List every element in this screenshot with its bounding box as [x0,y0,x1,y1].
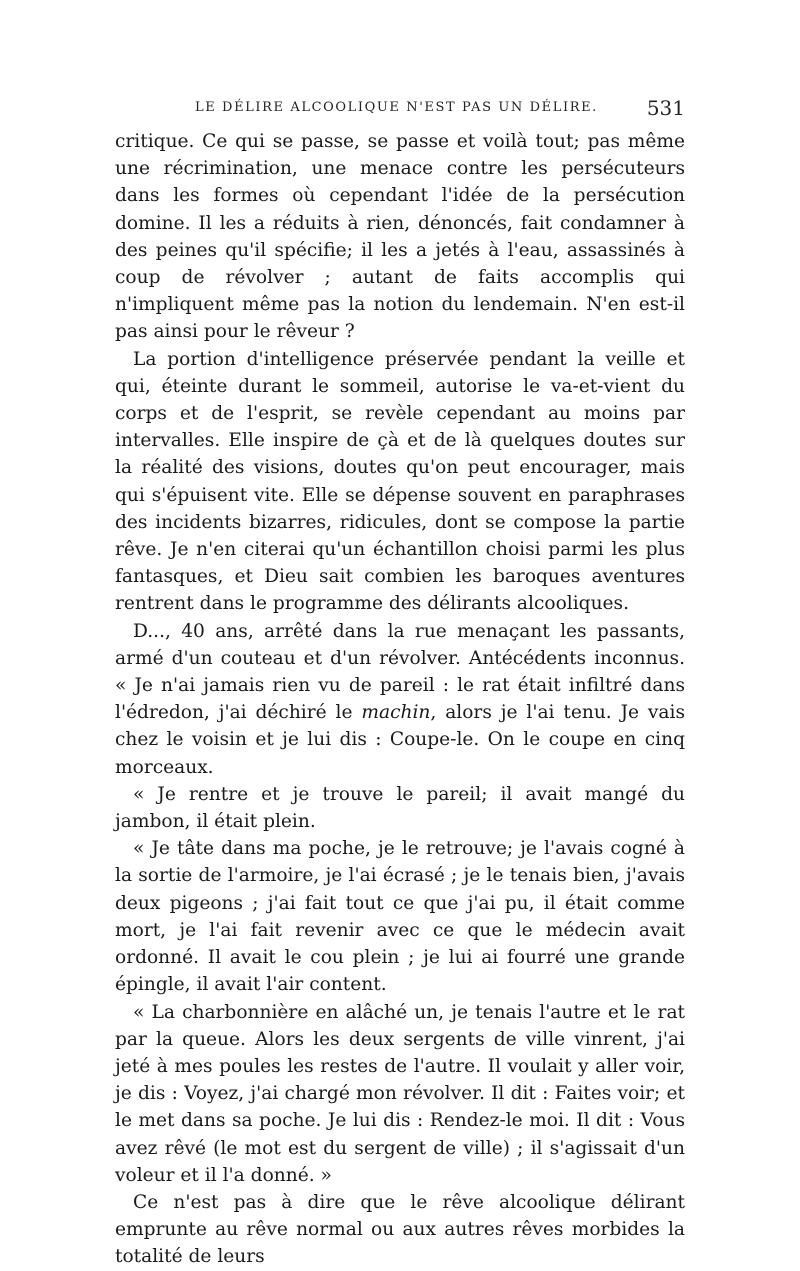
paragraph-text: « Je tâte dans ma poche, je le retrouve; je l'avais cogné à la sortie de l'armoire, je l'ai écrasé ; je le tenais bien, j'avais deux pigeons ; j'ai fait tout ce que j'ai pu, il était comme mort, je l'ai fait revenir avec ce que le médecin avait ordonné. Il avait le cou plein ; je lui ai fourré une grande épingle, il avait l'air content. [115,838,685,996]
paragraph-text: , alors je l'ai tenu. Je vais chez le voisin et je lui dis : Coupe-le. On le coupe en cinq morceaux. [115,702,685,778]
paragraph-text: La portion d'intelligence préservée pendant la veille et qui, éteinte durant le sommeil, autorise le va-et-vient du corps et de l'esprit, se revèle cependant au moins par intervalles. Elle inspire de çà et de là quelques doutes sur la réalité des visions, doutes qu'on peut encourager, mais qui s'épuisent vite. Elle se dépense souvent en paraphrases des incidents bizarres, ridicules, dont se compose la partie rêve. Je n'en citerai qu'un échantillon choisi parmi les plus fantasques, et Dieu sait combien les baroques aventures rentrent dans le programme des délirants alcooliques. [115,348,685,615]
italic-term: machin [361,702,431,724]
page-number: 531 [646,96,685,120]
body-text [115,128,685,1271]
paragraph [115,1189,685,1271]
page-header [115,96,685,120]
running-head: LE DÉLIRE ALCOOLIQUE N'EST PAS UN DÉLIRE. [195,100,598,115]
paragraph-text: critique. Ce qui se passe, se passe et voilà tout; pas même une récrimination, une menace contre les persécuteurs dans les formes où cependant l'idée de la persécution domine. Il les a réduits à rien, dénoncés, fait condamner à des peines qu'il spécifie; il les a jetés à l'eau, assassinés à coup de révolver ; autant de faits accomplis qui n'impliquent même pas la notion du lendemain. N'en est-il pas ainsi pour le rêveur ? [115,131,685,343]
paragraph [115,835,685,998]
paragraph [115,618,685,781]
paragraph [115,999,685,1189]
paragraph [115,346,685,618]
paragraph-text: D..., 40 ans, arrêté dans la rue menaçant les passants, armé d'un couteau et d'un révolver. Antécédents inconnus. « Je n'ai jamais rien vu de pareil : le rat était infiltré dans l'édredon, j'ai déchiré le [115,620,685,724]
paragraph-text: « Je rentre et je trouve le pareil; il avait mangé du jambon, il était plein. [115,783,685,833]
paragraph-text: « La charbonnière en alâché un, je tenais l'autre et le rat par la queue. Alors les deux sergents de ville vinrent, j'ai jeté à mes poules les restes de l'autre. Il voulait y aller voir, je dis : Voyez, j'ai chargé mon révolver. Il dit : Faites voir; et le met dans sa poche. Je lui dis : Rendez-le moi. Il dit : Vous avez rêvé (le mot est du sergent de ville) ; il s'agissait d'un voleur et il l'a donné. » [115,1001,685,1186]
paragraph [115,128,685,346]
paragraph-text: Ce n'est pas à dire que le rêve alcoolique délirant emprunte au rêve normal ou aux autres rêves morbides la totalité de leurs [115,1191,685,1268]
paragraph [115,781,685,835]
